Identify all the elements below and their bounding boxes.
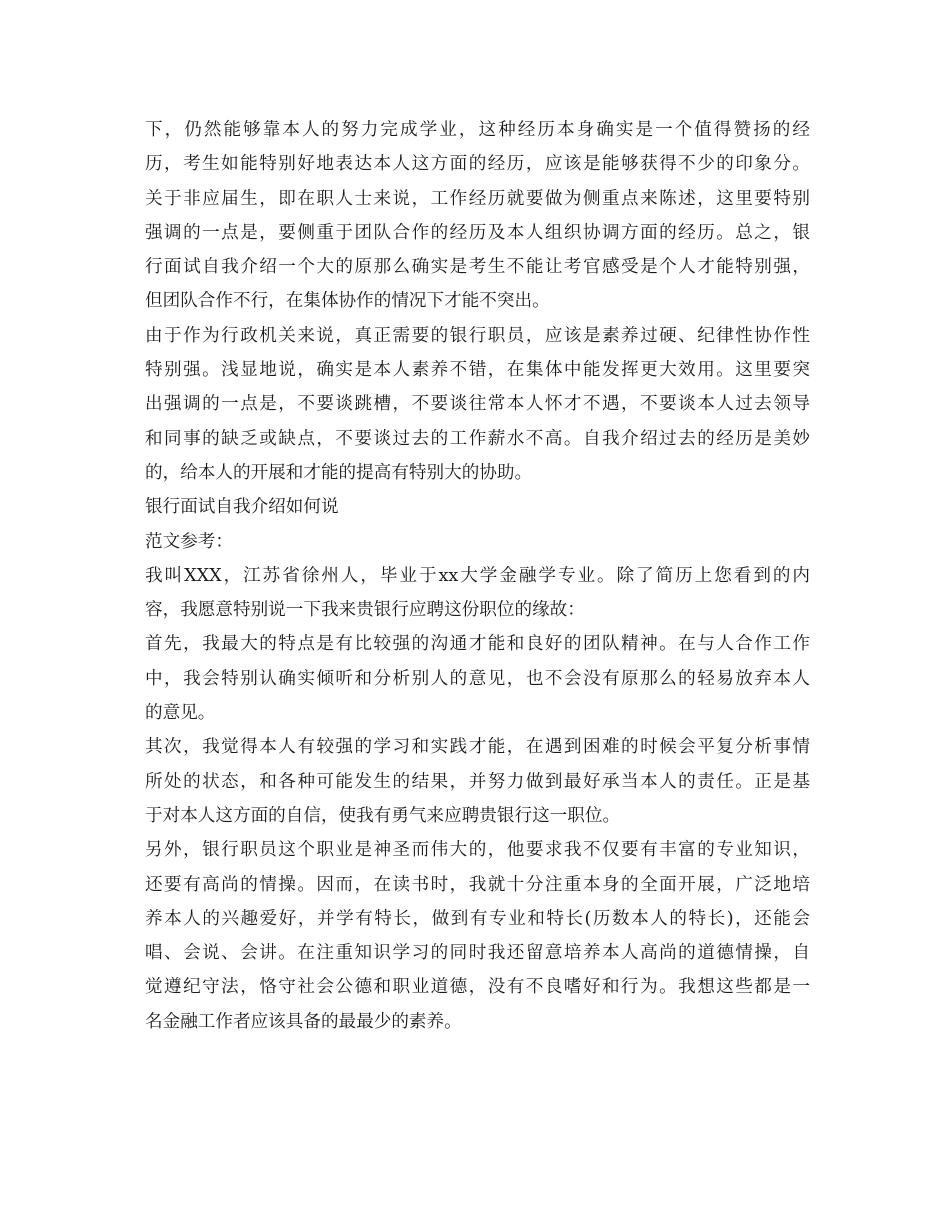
text-line: 容，我愿意特别说一下我来贵银行应聘这份职位的缘故：: [145, 600, 585, 621]
text-line: 所处的状态，和各种可能发生的结果，并努力做到最好承当本人的责任。正是基: [145, 771, 810, 792]
text-line: 行面试自我介绍一个大的原那么确实是考生不能让考官感受是个人才能特别强，: [145, 257, 810, 278]
text-line: 的意见。: [145, 703, 216, 724]
text-line: 我叫XXX，江苏省徐州人，毕业于xx大学金融学专业。除了简历上您看到的内: [145, 565, 810, 586]
section-heading: 银行面试自我介绍如何说: [145, 497, 339, 518]
text-line: 但团队合作不行，在集体协作的情况下才能不突出。: [145, 291, 550, 312]
text-line: 名金融工作者应该具备的最最少的素养。: [145, 1011, 462, 1032]
text-line: 唱、会说、会讲。在注重知识学习的同时我还留意培养本人高尚的道德情操，自: [145, 943, 810, 964]
text-line: 首先，我最大的特点是有比较强的沟通才能和良好的团队精神。在与人合作工作: [145, 634, 810, 655]
text-line: 历，考生如能特别好地表达本人这方面的经历，应该是能够获得不少的印象分。: [145, 154, 810, 175]
text-line: 中，我会特别认确实倾听和分析别人的意见，也不会没有原那么的轻易放弃本人: [145, 668, 810, 689]
text-line: 的，给本人的开展和才能的提高有特别大的协助。: [145, 462, 533, 483]
text-line: 和同事的缺乏或缺点，不要谈过去的工作薪水不高。自我介绍过去的经历是美妙: [145, 428, 810, 449]
text-line: 其次，我觉得本人有较强的学习和实践才能，在遇到困难的时候会平复分析事情: [145, 737, 810, 758]
text-line: 于对本人这方面的自信，使我有勇气来应聘贵银行这一职位。: [145, 805, 621, 826]
text-line: 另外，银行职员这个职业是神圣而伟大的，他要求我不仅要有丰富的专业知识，: [145, 840, 810, 861]
document-body: [145, 113, 810, 1039]
text-line: 关于非应届生，即在职人士来说，工作经历就要做为侧重点来陈述，这里要特别: [145, 188, 810, 209]
text-line: 觉遵纪守法，恪守社会公德和职业道德，没有不良嗜好和行为。我想这些都是一: [145, 977, 810, 998]
text-line: 强调的一点是，要侧重于团队合作的经历及本人组织协调方面的经历。总之，银: [145, 222, 810, 243]
sample-label: 范文参考：: [145, 531, 233, 552]
text-line: 下，仍然能够靠本人的努力完成学业，这种经历本身确实是一个值得赞扬的经: [145, 120, 810, 140]
text-line: 还要有高尚的情操。因而，在读书时，我就十分注重本身的全面开展，广泛地培: [145, 874, 810, 895]
text-line: 出强调的一点是，不要谈跳槽，不要谈往常本人怀才不遇，不要谈本人过去领导: [145, 394, 810, 415]
text-line: 特别强。浅显地说，确实是本人素养不错，在集体中能发挥更大效用。这里要突: [145, 360, 810, 381]
text-line: 养本人的兴趣爱好，并学有特长，做到有专业和特长(历数本人的特长)，还能会: [145, 908, 810, 929]
text-line: 由于作为行政机关来说，真正需要的银行职员，应该是素养过硬、纪律性协作性: [145, 325, 810, 346]
